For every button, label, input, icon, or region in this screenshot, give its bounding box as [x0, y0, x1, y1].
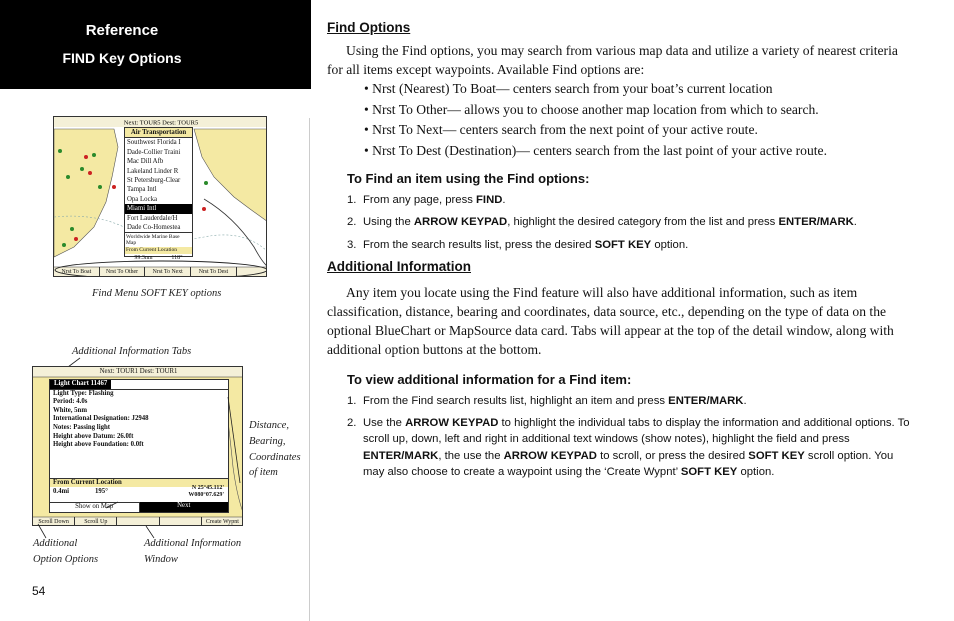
find-options-title: Find Options: [327, 20, 411, 35]
bullet-item: • Nrst To Other— allows you to choose another map location from which to search.: [364, 101, 819, 117]
bearing-value-2: 195°: [95, 488, 108, 496]
step-number: 2.: [347, 216, 357, 229]
list-title: Air Transportation: [125, 128, 192, 138]
card-name: Worldwide Marine Base Map: [125, 232, 192, 247]
key-name: SOFT KEY: [680, 466, 738, 479]
step-text: [363, 417, 910, 478]
softkey-spacer: [237, 267, 267, 277]
additional-info-title: Additional Information: [327, 258, 471, 274]
bearing-value: 118°: [171, 255, 183, 262]
step-text: [363, 395, 747, 407]
fig2-caption-tabs: Additional Information Tabs: [72, 346, 192, 357]
step-fragment: , highlight the desired category from the list and press: [507, 216, 779, 229]
step-item: [327, 393, 917, 409]
from-location-2: From Current Location: [50, 478, 228, 488]
step-fragment: scroll option. You may also choose to create a waypoint using the ‘Create Wypnt’: [363, 449, 894, 479]
info-line: Notes: Passing light: [53, 423, 111, 431]
list-item[interactable]: Mac Dill Afb: [127, 158, 164, 166]
list-item[interactable]: Lakeland Linder R: [127, 167, 179, 175]
info-line: Light Type: Flashing: [53, 389, 114, 397]
fig2-caption-options: Additional Option Options: [33, 538, 99, 565]
from-location: From Current Location: [125, 247, 192, 254]
softkey[interactable]: Nrst To Other: [100, 267, 146, 277]
bullet-item: • Nrst To Next— centers search from the next point of your active route.: [364, 122, 758, 137]
step-fragment: to highlight the individual tabs to display the information and additional options. To scroll up, down, left and right in additional text windows (show notes), highlight the field and press: [363, 417, 910, 446]
list-item[interactable]: Southwest Florida I: [127, 139, 181, 147]
longitude-value: W080°07.629': [188, 492, 224, 499]
list-item[interactable]: St Petersburg-Clear: [127, 177, 181, 185]
key-name: ARROW KEYPAD: [405, 417, 499, 430]
key-name: ENTER/MARK: [668, 394, 744, 407]
latitude-value: N 25°45.112': [191, 485, 224, 492]
softkey[interactable]: Nrst To Dest: [191, 267, 237, 277]
list-item[interactable]: Dade-Collier Traini: [127, 148, 181, 156]
howto-view-title: To view additional information for a Find item:: [347, 371, 632, 387]
step-fragment: Using the: [363, 216, 414, 229]
find-options-bullets: [327, 79, 917, 161]
key-name: ENTER/MARK: [363, 449, 439, 462]
step-item: [327, 214, 917, 230]
page-number: 54: [32, 584, 46, 598]
key-name: SOFT KEY: [748, 449, 805, 462]
info-lines: [50, 389, 228, 478]
step-fragment: From the search results list, press the desired: [363, 238, 595, 251]
softkey[interactable]: Nrst To Next: [145, 267, 191, 277]
bullet-item: • Nrst To Dest (Destination)— centers search from the last point of your active route.: [364, 142, 827, 158]
step-fragment: Use the: [363, 417, 406, 430]
softkey[interactable]: Scroll Down: [33, 517, 75, 526]
show-on-map-button[interactable]: Show on Map: [50, 502, 140, 512]
softkey-bar: [54, 267, 267, 277]
step-fragment: option.: [651, 238, 689, 251]
fig1-caption: Find Menu SOFT KEY options: [92, 288, 222, 299]
next-button[interactable]: Next: [140, 502, 229, 512]
bullet-item: • Nrst (Nearest) To Boat— centers search from your boat’s current location: [364, 81, 773, 96]
fig2-top-bar: Next: TOUR1 Dest: TOUR1: [99, 368, 178, 375]
section-header: [0, 0, 311, 89]
list-items: [125, 138, 192, 232]
info-line: International Designation: J2948: [53, 415, 149, 423]
key-name: SOFT KEY: [594, 238, 652, 251]
step-fragment: .: [502, 194, 506, 206]
step-fragment: to scroll, or press the desired: [596, 449, 749, 462]
find-steps: [327, 192, 917, 253]
column-divider: [309, 118, 310, 621]
list-item[interactable]: Tampa Intl: [127, 186, 157, 194]
step-fragment: , the use the: [438, 449, 504, 462]
step-item: [327, 237, 917, 253]
fig1-top-bar: Next: TOUR5 Dest: TOUR5: [123, 119, 199, 127]
distance-value: 99.3nm: [134, 255, 153, 262]
softkey[interactable]: Create Wypnt: [202, 517, 243, 526]
list-item[interactable]: Fort Lauderdale/H: [127, 214, 178, 222]
list-item[interactable]: Dade Co-Homestea: [127, 224, 181, 232]
step-fragment: option.: [737, 466, 775, 479]
distance-value-2: 0.4mi: [53, 488, 70, 496]
step-fragment: .: [853, 216, 857, 229]
section-subtitle: FIND Key Options: [62, 50, 182, 66]
key-name: ENTER/MARK: [778, 216, 854, 229]
step-fragment: .: [743, 394, 747, 407]
step-text: [363, 194, 506, 206]
step-fragment: From any page, press: [363, 194, 477, 206]
find-options-paragraph: Using the Find options, you may search from various map data and utilize a variety of nearest criteria for all items except waypoints. Available Find options are:: [327, 43, 898, 77]
section-title: Reference: [85, 22, 159, 39]
key-name: FIND: [476, 194, 503, 206]
info-line: Height above Foundation: 0.0ft: [53, 441, 144, 449]
info-line: Period: 4.0s: [53, 398, 88, 406]
step-number: 1.: [347, 194, 357, 206]
step-text: [363, 216, 857, 228]
key-name: ARROW KEYPAD: [503, 449, 597, 462]
key-name: ARROW KEYPAD: [413, 216, 508, 229]
fig2-caption-window: Additional Information Window: [144, 538, 242, 565]
find-menu-screenshot: [53, 116, 267, 277]
info-window: [49, 379, 229, 513]
view-steps: [327, 393, 917, 480]
info-tab[interactable]: Light Chart 11467: [50, 380, 111, 389]
search-result-list: [124, 127, 193, 262]
step-number: 2.: [347, 417, 357, 430]
step-fragment: From the Find search results list, highlight an item and press: [363, 394, 669, 407]
step-item: [327, 415, 917, 480]
softkey[interactable]: Scroll Up: [75, 517, 117, 526]
step-number: 1.: [347, 394, 357, 407]
step-text: [363, 239, 688, 251]
info-line: Height above Datum: 26.0ft: [53, 432, 134, 440]
howto-find-title: To Find an item using the Find options:: [347, 171, 590, 186]
main-content: [327, 20, 917, 486]
info-line: White, 5nm: [53, 406, 87, 414]
step-number: 3.: [347, 238, 357, 251]
softkey[interactable]: Nrst To Boat: [54, 267, 100, 277]
list-item[interactable]: Miami Intl: [125, 204, 192, 213]
list-item[interactable]: Opa Locka: [127, 195, 158, 203]
additional-info-paragraph: Any item you locate using the Find feature will also have additional information, such as item classification, distance, bearing and coordinates, data source, etc., depending on the type of data on the optional BlueChart or MapSource data card. Tabs will appear at the top of the detail window, along with additional option buttons at the bottom.: [327, 284, 894, 357]
step-item: [327, 192, 917, 208]
fig2-caption-distance: Distance, Bearing, Coordinates of item: [249, 420, 301, 479]
